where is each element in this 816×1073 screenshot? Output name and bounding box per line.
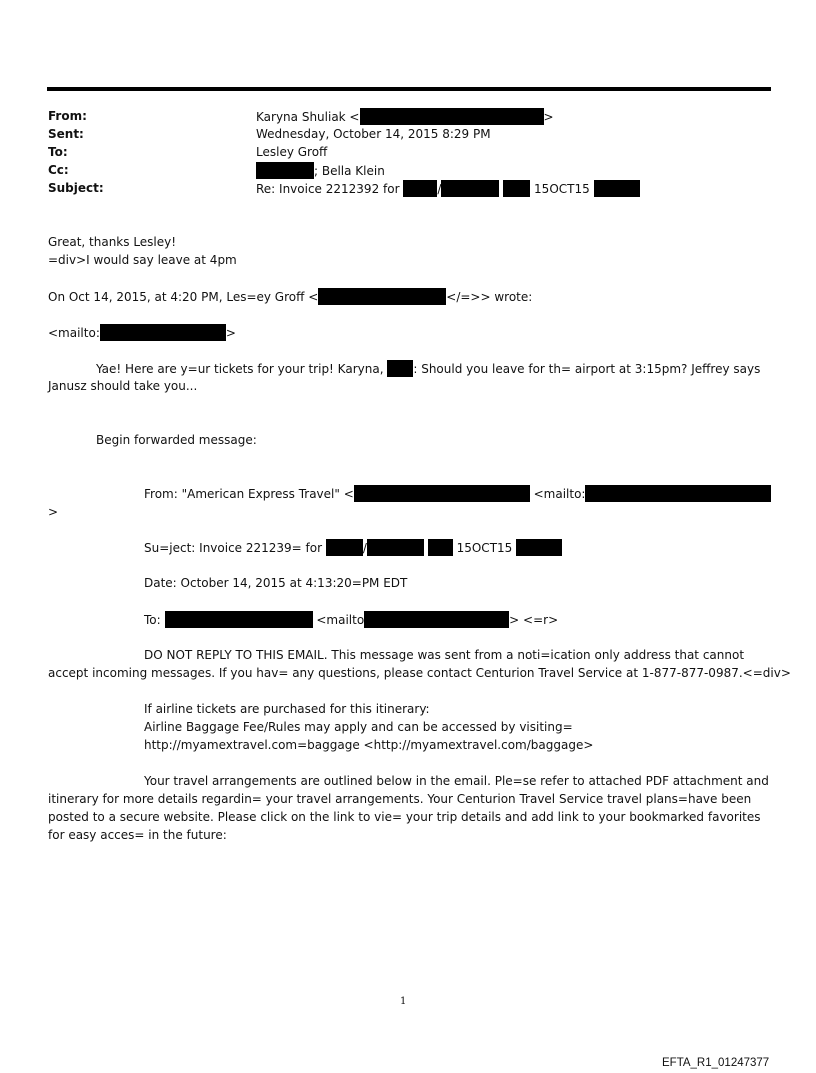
- body-text: : Should you leave for th= airport at 3:15pm? Jeffrey says: [413, 362, 761, 376]
- redaction: [387, 360, 413, 377]
- redaction: [326, 539, 363, 556]
- sent-label: Sent:: [48, 127, 84, 141]
- redaction: [428, 539, 453, 556]
- quote-header: [48, 288, 532, 305]
- fw-subject-slash: /: [362, 541, 367, 555]
- redaction: [364, 611, 509, 628]
- redaction: [403, 180, 437, 197]
- para-line: posted to a secure website. Please click on the link to vie= your trip details and add link to your bookmarked favorites: [48, 810, 761, 824]
- body-line: [96, 360, 760, 377]
- fw-from: [144, 485, 771, 502]
- redaction: [367, 539, 424, 556]
- from-field: [256, 108, 554, 125]
- para-line: Your travel arrangements are outlined below in the email. Ple=se refer to attached PDF attachment and: [144, 774, 769, 788]
- to-value: Lesley Groff: [256, 145, 328, 159]
- para-line: If airline tickets are purchased for this itinerary:: [144, 702, 430, 716]
- quote-header-text: On Oct 14, 2015, at 4:20 PM, Les=ey Groff <: [48, 290, 319, 304]
- fw-subject: [144, 539, 562, 556]
- subject-date: 15OCT15: [534, 182, 590, 196]
- redaction: [441, 180, 499, 197]
- para-line: http://myamextravel.com=baggage <http://myamextravel.com/baggage>: [144, 738, 594, 752]
- fw-from-mailto: <mailto:: [533, 487, 586, 501]
- to-label: To:: [48, 145, 68, 159]
- cc-field: [256, 162, 385, 179]
- mailto-text: <mailto:: [48, 326, 100, 340]
- cc-value: ; Bella Klein: [314, 164, 385, 178]
- fw-subject-text: Su=ject: Invoice 221239= for: [144, 541, 323, 555]
- fw-subject-date: 15OCT15: [456, 541, 513, 555]
- fw-gt: >: [48, 505, 59, 519]
- para-line: DO NOT REPLY TO THIS EMAIL. This message was sent from a noti=ication only address that cannot: [144, 648, 745, 662]
- from-close: >: [543, 110, 554, 124]
- body-text: Yae! Here are y=ur tickets for your trip! Karyna,: [96, 362, 384, 376]
- redaction: [360, 108, 544, 125]
- para-line: accept incoming messages. If you hav= any questions, please contact Centurion Travel Service at 1-877-877-0987.<=div>: [48, 666, 791, 680]
- footer-id: EFTA_R1_01247377: [662, 1057, 770, 1069]
- fw-from-text: From: "American Express Travel" <: [144, 487, 354, 501]
- redaction: [256, 162, 314, 179]
- redaction: [100, 324, 226, 341]
- cc-label: Cc:: [48, 163, 69, 177]
- subject-slash: /: [437, 182, 442, 196]
- fw-to-mailto: <mailto: [316, 613, 365, 627]
- from-value: Karyna Shuliak <: [256, 110, 360, 124]
- redaction: [503, 180, 530, 197]
- redaction: [594, 180, 640, 197]
- redaction: [516, 539, 562, 556]
- body-line: Janusz should take you...: [48, 379, 198, 393]
- forward-intro: Begin forwarded message:: [96, 433, 257, 447]
- subject-text: Re: Invoice 2212392 for: [256, 182, 400, 196]
- body-line: Great, thanks Lesley!: [48, 235, 177, 249]
- from-label: From:: [48, 109, 87, 123]
- page-number: 1: [400, 996, 407, 1007]
- redaction: [165, 611, 313, 628]
- fw-date: Date: October 14, 2015 at 4:13:20=PM EDT: [144, 576, 408, 590]
- body-line: =div>I would say leave at 4pm: [48, 253, 237, 267]
- redaction: [585, 485, 771, 502]
- subject-field: [256, 180, 640, 197]
- para-line: itinerary for more details regardin= your travel arrangements. Your Centurion Travel Service travel plans=have been: [48, 792, 752, 806]
- redaction: [354, 485, 530, 502]
- header-rule: [47, 87, 771, 91]
- fw-to-end: > <=r>: [509, 613, 559, 627]
- para-line: Airline Baggage Fee/Rules may apply and can be accessed by visiting=: [144, 720, 573, 734]
- fw-to: [144, 611, 558, 628]
- fw-to-label: To:: [144, 613, 161, 627]
- mailto-line: [48, 324, 236, 341]
- subject-label: Subject:: [48, 181, 104, 195]
- redaction: [318, 288, 446, 305]
- mailto-close: >: [225, 326, 236, 340]
- sent-value: Wednesday, October 14, 2015 8:29 PM: [256, 127, 491, 141]
- para-line: for easy acces= in the future:: [48, 828, 227, 842]
- quote-header-end: </=>> wrote:: [446, 290, 533, 304]
